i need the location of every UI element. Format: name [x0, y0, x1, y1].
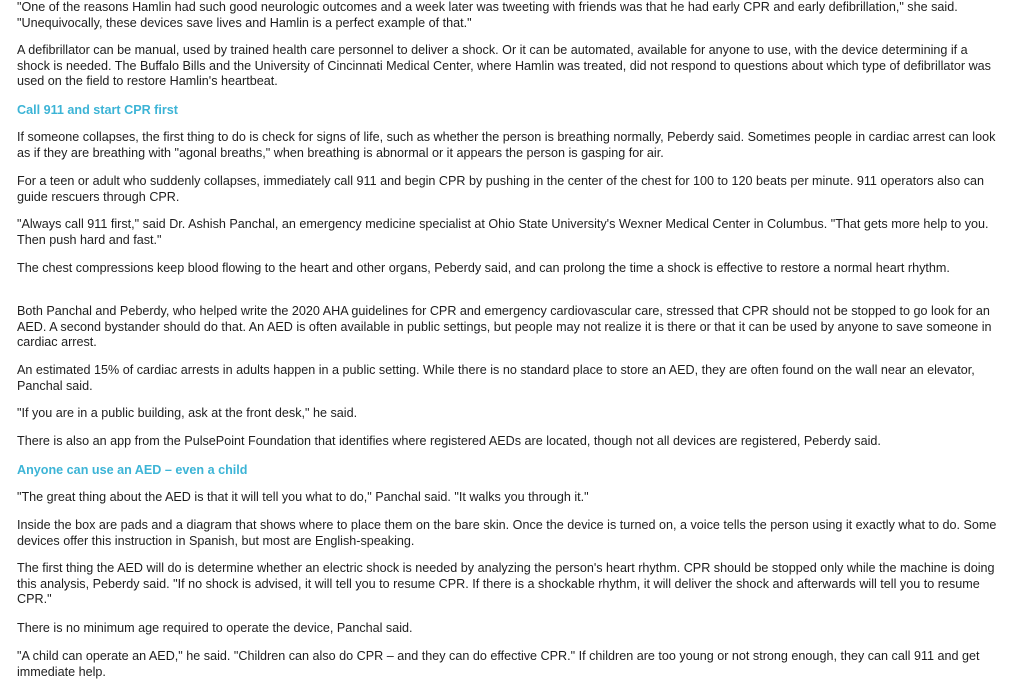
paragraph: A defibrillator can be manual, used by trained health care personnel to deliver a shock. Or it can be automated, available for anyone to use, with the device determining if a shock is needed. The Buffalo Bills and the University of Cincinnati Medical Center, where Hamlin was treated, did not respond to questions about which type of defibrillator was used on the field to restore Hamlin's heartbeat.	[17, 43, 991, 89]
paragraph: An estimated 15% of cardiac arrests in adults happen in a public setting. While there is no standard place to store an AED, they are often found on the wall near an elevator, Panchal said.	[17, 363, 975, 393]
paragraph: Inside the box are pads and a diagram that shows where to place them on the bare skin. Once the device is turned on, a voice tells the person using it exactly what to do. Some devices offer this instruction in Spanish, but most are English-speaking.	[17, 518, 997, 548]
section-heading: Anyone can use an AED – even a child	[17, 463, 248, 477]
paragraph: Both Panchal and Peberdy, who helped write the 2020 AHA guidelines for CPR and emergency cardiovascular care, stressed that CPR should not be stopped to go look for an AED. A second bystander should do that. An AED is often available in public settings, but people may not realize it is there or that it can be used by anyone to save someone in cardiac arrest.	[17, 304, 992, 350]
paragraph: There is also an app from the PulsePoint Foundation that identifies where registered AEDs are located, though not all devices are registered, Peberdy said.	[17, 434, 881, 448]
paragraph: If someone collapses, the first thing to do is check for signs of life, such as whether the person is breathing normally, Peberdy said. Sometimes people in cardiac arrest can look as if they are breathing with "agonal breaths," when breathing is abnormal or it appears the person is gasping for air.	[17, 130, 996, 160]
paragraph: "Always call 911 first," said Dr. Ashish Panchal, an emergency medicine specialist at Ohio State University's Wexner Medical Center in Columbus. "That gets more help to you. Then push hard and fast."	[17, 217, 989, 247]
paragraph: "One of the reasons Hamlin had such good neurologic outcomes and a week later was tweeting with friends was that he had early CPR and early defibrillation," she said. "Unequivocally, these devices save lives and Hamlin is a perfect example of that."	[17, 0, 958, 30]
paragraph: The first thing the AED will do is determine whether an electric shock is needed by analyzing the person's heart rhythm. CPR should be stopped only while the machine is doing this analysis, Peberdy said. "If no shock is advised, it will tell you to resume CPR. If there is a shockable rhythm, it will deliver the shock and afterwards will tell you to resume CPR."	[17, 561, 995, 607]
paragraph: "If you are in a public building, ask at the front desk," he said.	[17, 406, 358, 420]
paragraph: The chest compressions keep blood flowing to the heart and other organs, Peberdy said, and can prolong the time a shock is effective to restore a normal heart rhythm.	[17, 261, 950, 275]
paragraph: There is no minimum age required to operate the device, Panchal said.	[17, 621, 413, 635]
section-heading: Call 911 and start CPR first	[17, 103, 178, 117]
paragraph: For a teen or adult who suddenly collapses, immediately call 911 and begin CPR by pushing in the center of the chest for 100 to 120 beats per minute. 911 operators also can guide rescuers through CPR.	[17, 174, 985, 204]
paragraph: "The great thing about the AED is that it will tell you what to do," Panchal said. "It walks you through it."	[17, 490, 589, 504]
paragraph: "A child can operate an AED," he said. "Children can also do CPR – and they can do effective CPR." If children are too young or not strong enough, they can call 911 and get immediate help.	[17, 649, 980, 679]
